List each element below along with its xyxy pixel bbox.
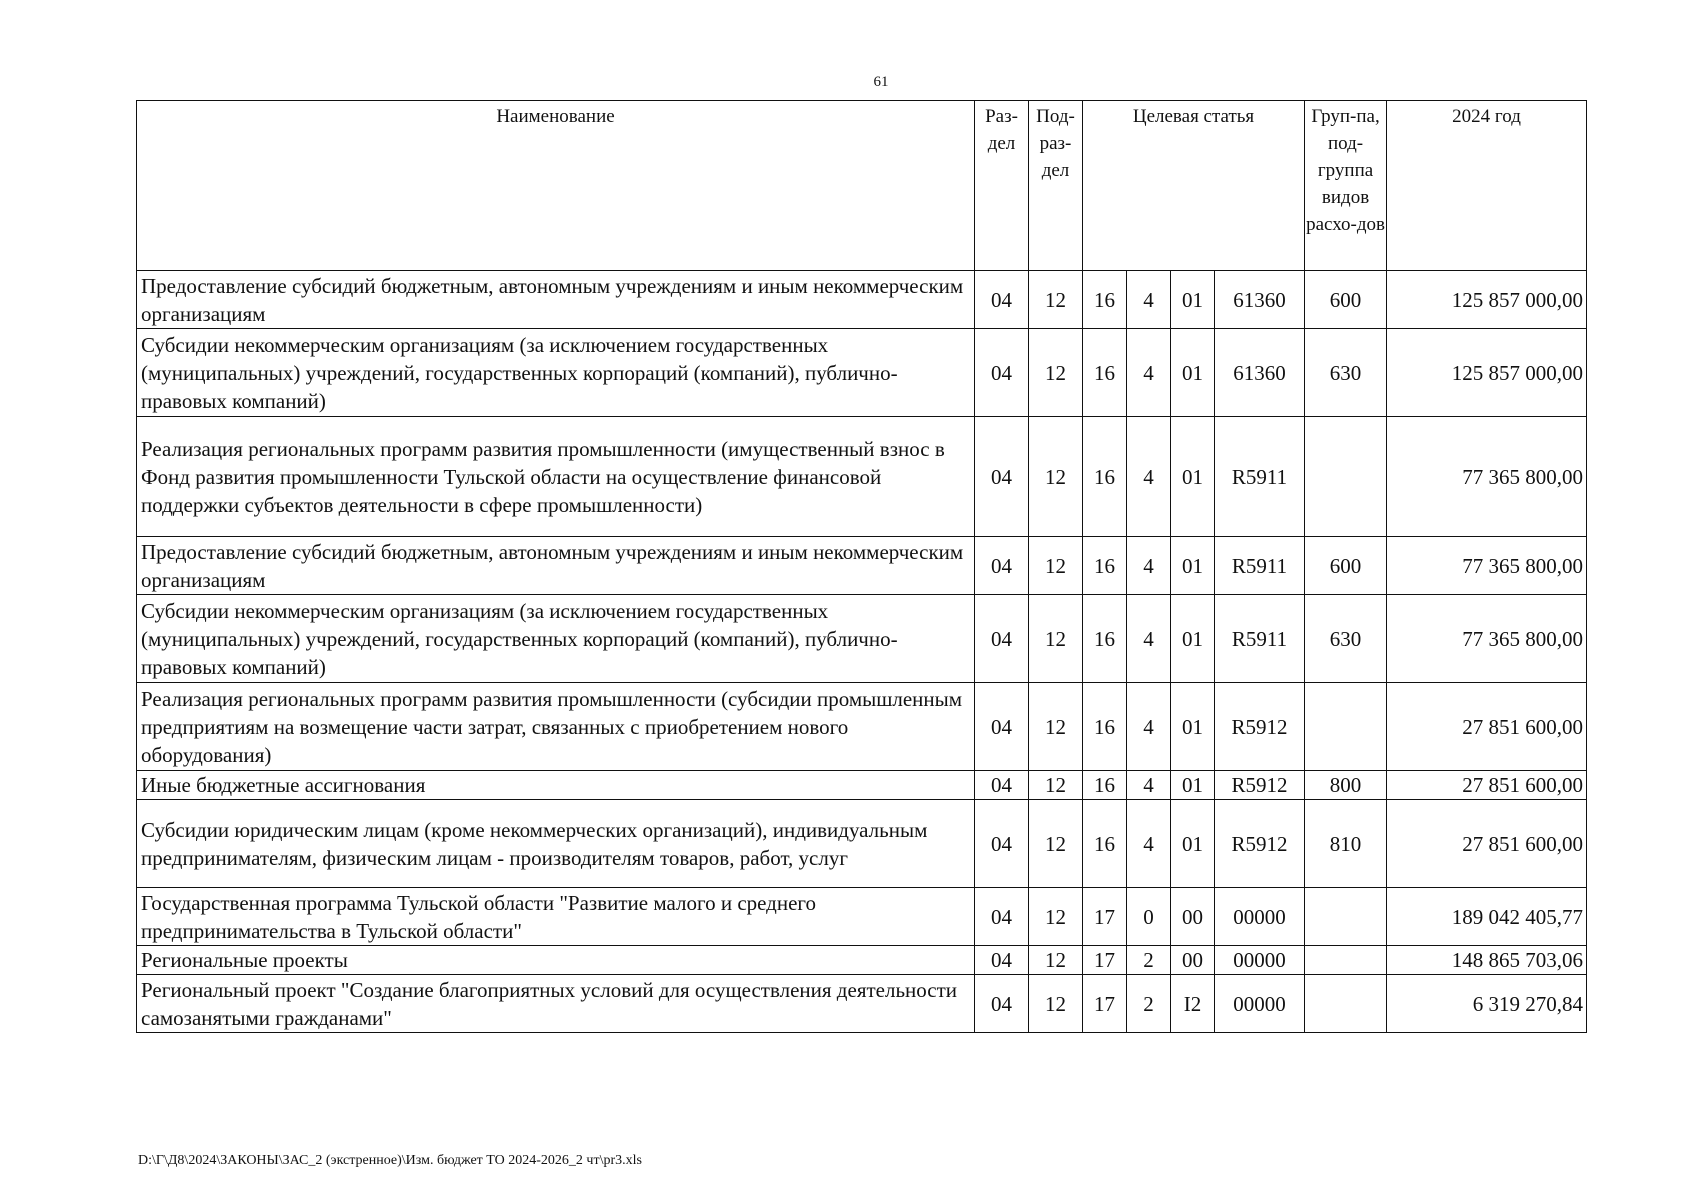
cell-target-event: 01 (1171, 537, 1215, 595)
cell-name: Иные бюджетные ассигнования (137, 771, 975, 800)
file-path-footer: D:\Г\Д8\2024\ЗАКОНЫ\ЗАС_2 (экстренное)\Изм. бюджет ТО 2024-2026_2 чт\pr3.xls (138, 1153, 642, 1168)
cell-target-direction: R5912 (1215, 683, 1305, 771)
cell-target-direction: 61360 (1215, 271, 1305, 329)
cell-podrazdel: 12 (1029, 975, 1083, 1033)
cell-razdel: 04 (975, 417, 1029, 537)
cell-target-event: 01 (1171, 683, 1215, 771)
cell-target-subprogram: 2 (1127, 975, 1171, 1033)
cell-expense-group: 810 (1305, 800, 1387, 888)
cell-expense-group (1305, 975, 1387, 1033)
cell-target-subprogram: 0 (1127, 888, 1171, 946)
table-row (137, 329, 1587, 417)
cell-target-direction: 00000 (1215, 975, 1305, 1033)
cell-razdel: 04 (975, 946, 1029, 975)
cell-target-direction: 61360 (1215, 329, 1305, 417)
cell-target-event: 00 (1171, 946, 1215, 975)
cell-razdel: 04 (975, 271, 1029, 329)
header-expense-group: Груп-па, под-группа видов расхо-дов (1305, 101, 1387, 271)
cell-target-subprogram: 4 (1127, 329, 1171, 417)
cell-name: Субсидии юридическим лицам (кроме некоммерческих организаций), индивидуальным предпринимателям, физическим лицам - производителям товаров, работ, услуг (137, 800, 975, 888)
cell-target-program: 16 (1083, 417, 1127, 537)
cell-target-subprogram: 4 (1127, 771, 1171, 800)
table-row (137, 800, 1587, 888)
cell-amount-2024: 148 865 703,06 (1387, 946, 1587, 975)
cell-target-event: 01 (1171, 800, 1215, 888)
header-razdel: Раз-дел (975, 101, 1029, 271)
cell-amount-2024: 27 851 600,00 (1387, 800, 1587, 888)
cell-expense-group (1305, 888, 1387, 946)
cell-target-event: 01 (1171, 595, 1215, 683)
cell-target-subprogram: 4 (1127, 595, 1171, 683)
cell-target-program: 16 (1083, 800, 1127, 888)
cell-podrazdel: 12 (1029, 271, 1083, 329)
cell-target-direction: R5912 (1215, 800, 1305, 888)
cell-target-direction: R5911 (1215, 417, 1305, 537)
cell-name: Региональные проекты (137, 946, 975, 975)
cell-expense-group (1305, 683, 1387, 771)
cell-podrazdel: 12 (1029, 946, 1083, 975)
cell-name: Реализация региональных программ развития промышленности (имущественный взнос в Фонд развития промышленности Тульской области на осуществление финансовой поддержки субъектов деятельности в сфере промышленности) (137, 417, 975, 537)
cell-target-subprogram: 4 (1127, 537, 1171, 595)
cell-expense-group: 600 (1305, 537, 1387, 595)
cell-target-program: 16 (1083, 537, 1127, 595)
cell-razdel: 04 (975, 329, 1029, 417)
cell-amount-2024: 77 365 800,00 (1387, 595, 1587, 683)
cell-amount-2024: 27 851 600,00 (1387, 683, 1587, 771)
cell-razdel: 04 (975, 975, 1029, 1033)
cell-razdel: 04 (975, 537, 1029, 595)
cell-target-direction: R5911 (1215, 537, 1305, 595)
cell-podrazdel: 12 (1029, 888, 1083, 946)
cell-target-program: 16 (1083, 595, 1127, 683)
table-row (137, 271, 1587, 329)
cell-expense-group: 630 (1305, 595, 1387, 683)
cell-target-program: 17 (1083, 888, 1127, 946)
cell-podrazdel: 12 (1029, 800, 1083, 888)
cell-name: Субсидии некоммерческим организациям (за исключением государственных (муниципальных) учреждений, государственных корпораций (компаний), публично-правовых компаний) (137, 595, 975, 683)
cell-target-event: 01 (1171, 329, 1215, 417)
table-row (137, 888, 1587, 946)
page-number: 61 (873, 74, 889, 90)
cell-target-direction: 00000 (1215, 946, 1305, 975)
cell-razdel: 04 (975, 683, 1029, 771)
table-row (137, 975, 1587, 1033)
table-header-row (137, 101, 1587, 271)
cell-razdel: 04 (975, 771, 1029, 800)
cell-target-event: 01 (1171, 417, 1215, 537)
cell-podrazdel: 12 (1029, 417, 1083, 537)
table-row (137, 595, 1587, 683)
cell-target-direction: R5911 (1215, 595, 1305, 683)
cell-podrazdel: 12 (1029, 683, 1083, 771)
table-row (137, 683, 1587, 771)
header-year: 2024 год (1387, 101, 1587, 271)
header-name: Наименование (137, 101, 975, 271)
cell-target-subprogram: 4 (1127, 271, 1171, 329)
cell-amount-2024: 77 365 800,00 (1387, 417, 1587, 537)
cell-target-program: 17 (1083, 946, 1127, 975)
cell-target-event: I2 (1171, 975, 1215, 1033)
table-row (137, 771, 1587, 800)
table-row (137, 537, 1587, 595)
cell-name: Реализация региональных программ развития промышленности (субсидии промышленным предприятиям на возмещение части затрат, связанных с приобретением нового оборудования) (137, 683, 975, 771)
table-row (137, 417, 1587, 537)
cell-razdel: 04 (975, 595, 1029, 683)
cell-expense-group: 600 (1305, 271, 1387, 329)
cell-amount-2024: 27 851 600,00 (1387, 771, 1587, 800)
cell-target-program: 16 (1083, 271, 1127, 329)
cell-expense-group (1305, 946, 1387, 975)
cell-target-event: 01 (1171, 771, 1215, 800)
header-podrazdel: Под-раз-дел (1029, 101, 1083, 271)
cell-razdel: 04 (975, 800, 1029, 888)
cell-expense-group: 800 (1305, 771, 1387, 800)
cell-target-program: 16 (1083, 683, 1127, 771)
cell-name: Предоставление субсидий бюджетным, автономным учреждениям и иным некоммерческим организациям (137, 537, 975, 595)
cell-target-direction: 00000 (1215, 888, 1305, 946)
cell-target-subprogram: 4 (1127, 417, 1171, 537)
cell-podrazdel: 12 (1029, 537, 1083, 595)
cell-amount-2024: 125 857 000,00 (1387, 271, 1587, 329)
cell-expense-group (1305, 417, 1387, 537)
cell-amount-2024: 189 042 405,77 (1387, 888, 1587, 946)
table-row (137, 946, 1587, 975)
cell-target-event: 01 (1171, 271, 1215, 329)
cell-target-direction: R5912 (1215, 771, 1305, 800)
cell-amount-2024: 125 857 000,00 (1387, 329, 1587, 417)
budget-table (136, 100, 1587, 1033)
cell-podrazdel: 12 (1029, 771, 1083, 800)
cell-target-program: 17 (1083, 975, 1127, 1033)
cell-target-event: 00 (1171, 888, 1215, 946)
cell-name: Субсидии некоммерческим организациям (за исключением государственных (муниципальных) учреждений, государственных корпораций (компаний), публично-правовых компаний) (137, 329, 975, 417)
cell-amount-2024: 77 365 800,00 (1387, 537, 1587, 595)
cell-target-subprogram: 4 (1127, 683, 1171, 771)
cell-target-program: 16 (1083, 329, 1127, 417)
cell-target-subprogram: 4 (1127, 800, 1171, 888)
cell-target-subprogram: 2 (1127, 946, 1171, 975)
cell-name: Государственная программа Тульской области "Развитие малого и среднего предпринимательства в Тульской области" (137, 888, 975, 946)
cell-podrazdel: 12 (1029, 595, 1083, 683)
cell-name: Предоставление субсидий бюджетным, автономным учреждениям и иным некоммерческим организациям (137, 271, 975, 329)
cell-expense-group: 630 (1305, 329, 1387, 417)
cell-razdel: 04 (975, 888, 1029, 946)
cell-podrazdel: 12 (1029, 329, 1083, 417)
cell-name: Региональный проект "Создание благоприятных условий для осуществления деятельности самозанятыми гражданами" (137, 975, 975, 1033)
cell-amount-2024: 6 319 270,84 (1387, 975, 1587, 1033)
header-target-article: Целевая статья (1083, 101, 1305, 271)
cell-target-program: 16 (1083, 771, 1127, 800)
